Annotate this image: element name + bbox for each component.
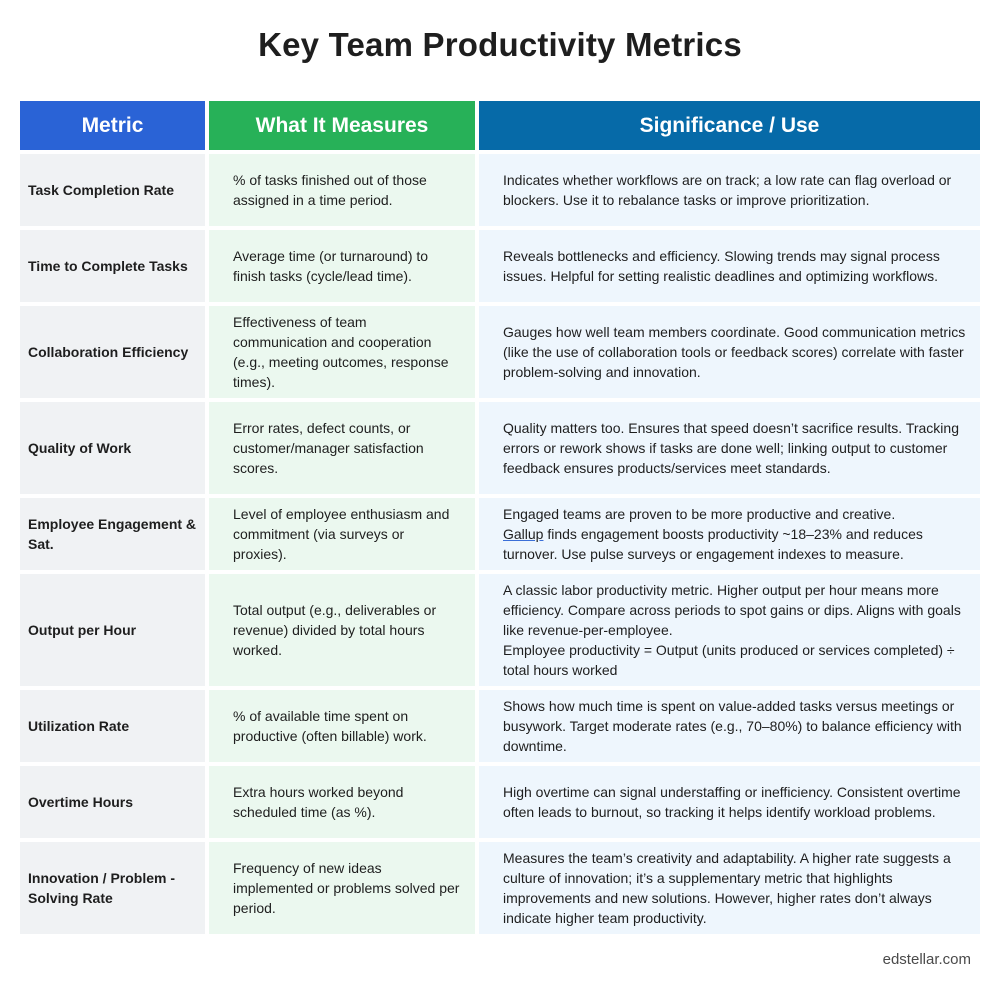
measures-cell: % of tasks finished out of those assigned in a time period.: [209, 154, 475, 226]
measures-cell: Frequency of new ideas implemented or problems solved per period.: [209, 842, 475, 934]
significance-cell: Reveals bottlenecks and efficiency. Slowing trends may signal process issues. Helpful for setting realistic deadlines and optimizing workflows.: [479, 230, 980, 302]
footer-source: edstellar.com: [882, 951, 971, 968]
significance-cell: Indicates whether workflows are on track; a low rate can flag overload or blockers. Use it to rebalance tasks or improve prioritization.: [479, 154, 980, 226]
productivity-formula: Employee productivity = Output (units produced or services completed) ÷ total hours worked: [503, 642, 955, 678]
metric-cell: Innovation / Problem -Solving Rate: [20, 842, 205, 934]
header-metric: Metric: [20, 101, 205, 150]
table-row: [20, 842, 980, 934]
table-row: [20, 230, 980, 302]
measures-cell: Average time (or turnaround) to finish tasks (cycle/lead time).: [209, 230, 475, 302]
significance-cell: [479, 574, 980, 686]
table-row: [20, 690, 980, 762]
metric-cell: Task Completion Rate: [20, 154, 205, 226]
significance-text: Engaged teams are proven to be more productive and creative.: [503, 506, 896, 522]
metric-cell: Output per Hour: [20, 574, 205, 686]
significance-cell: Measures the team’s creativity and adaptability. A higher rate suggests a culture of innovation; it’s a supplementary metric that highlights improvements and new solutions. However, higher rates don’t always indicate higher team productivity.: [479, 842, 980, 934]
metric-cell: Quality of Work: [20, 402, 205, 494]
measures-cell: Effectiveness of team communication and cooperation (e.g., meeting outcomes, response times).: [209, 306, 475, 398]
measures-cell: % of available time spent on productive (often billable) work.: [209, 690, 475, 762]
significance-cell: Quality matters too. Ensures that speed doesn’t sacrifice results. Tracking errors or rework shows if tasks are done well; linking output to customer feedback ensures products/services meet standards.: [479, 402, 980, 494]
header-significance: Significance / Use: [479, 101, 980, 150]
table-row: [20, 154, 980, 226]
metric-cell: Time to Complete Tasks: [20, 230, 205, 302]
table-row: [20, 498, 980, 570]
table-row: [20, 402, 980, 494]
metrics-table: [20, 101, 980, 938]
page-title: Key Team Productivity Metrics: [258, 26, 742, 63]
significance-text-cont: finds engagement boosts productivity ~18–23% and reduces turnover. Use pulse surveys or engagement indexes to measure.: [503, 526, 923, 562]
table-header-row: [20, 101, 980, 150]
significance-cell: Gauges how well team members coordinate. Good communication metrics (like the use of collaboration tools or feedback scores) correlate with faster problem-solving and innovation.: [479, 306, 980, 398]
table-row: [20, 306, 980, 398]
metric-cell: Collaboration Efficiency: [20, 306, 205, 398]
measures-cell: Total output (e.g., deliverables or revenue) divided by total hours worked.: [209, 574, 475, 686]
significance-cell: High overtime can signal understaffing or inefficiency. Consistent overtime often leads to burnout, so tracking it helps identify workload problems.: [479, 766, 980, 838]
header-what-it-measures: What It Measures: [209, 101, 475, 150]
measures-cell: Level of employee enthusiasm and commitment (via surveys or proxies).: [209, 498, 475, 570]
metric-cell: Employee Engagement & Sat.: [20, 498, 205, 570]
significance-cell: [479, 498, 980, 570]
gallup-link[interactable]: Gallup: [503, 526, 544, 542]
table-row: [20, 766, 980, 838]
significance-cell: Shows how much time is spent on value-added tasks versus meetings or busywork. Target moderate rates (e.g., 70–80%) to balance efficiency with downtime.: [479, 690, 980, 762]
metric-cell: Utilization Rate: [20, 690, 205, 762]
measures-cell: Extra hours worked beyond scheduled time (as %).: [209, 766, 475, 838]
significance-text: A classic labor productivity metric. Higher output per hour means more efficiency. Compare across periods to spot gains or dips. Aligns with goals like revenue-per-employee.: [503, 582, 961, 638]
metric-cell: Overtime Hours: [20, 766, 205, 838]
table-row: [20, 574, 980, 686]
measures-cell: Error rates, defect counts, or customer/manager satisfaction scores.: [209, 402, 475, 494]
